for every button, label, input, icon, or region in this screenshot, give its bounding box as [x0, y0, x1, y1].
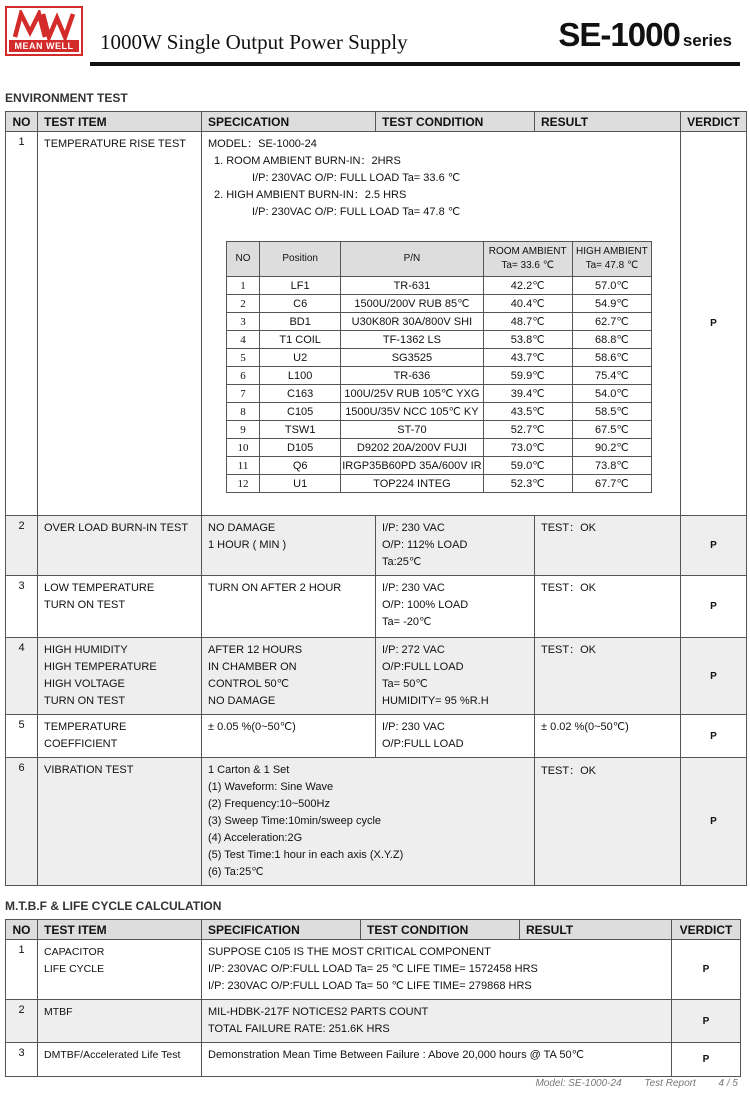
- inner-table-row: [227, 277, 652, 295]
- inner-table-row: [227, 331, 652, 349]
- table-row: [6, 715, 747, 758]
- inner-col-pn: P/N: [341, 242, 483, 277]
- mtbf-section-title: M.T.B.F & LIFE CYCLE CALCULATION: [5, 899, 222, 913]
- verdict: P: [672, 1000, 741, 1043]
- test-item-line: DMTBF/Accelerated Life Test: [44, 1049, 181, 1061]
- inner-no: 3: [227, 313, 260, 331]
- col-test-condition: TEST CONDITION: [376, 112, 535, 132]
- condition-line: I/P: 230 VAC: [382, 721, 445, 733]
- inner-position: TSW1: [260, 421, 341, 439]
- condition-line: HUMIDITY= 95 %R.H: [382, 695, 489, 707]
- inner-room-temp: 59.9℃: [483, 367, 572, 385]
- test-item-line: LOW TEMPERATURE: [44, 582, 155, 594]
- inner-position: BD1: [260, 313, 341, 331]
- test-item: [38, 1043, 202, 1077]
- condition-line: Ta:25℃: [382, 556, 422, 568]
- spec-line: I/P: 230VAC O/P: FULL LOAD Ta= 33.6 ℃: [252, 172, 461, 184]
- logo-brand-text: MEAN WELL: [9, 40, 79, 52]
- inner-pn: TR-636: [341, 367, 483, 385]
- inner-no: 9: [227, 421, 260, 439]
- inner-position: U2: [260, 349, 341, 367]
- inner-table-row: [227, 439, 652, 457]
- header-rule: [90, 62, 740, 66]
- test-item: TEMPERATURE RISE TEST: [38, 132, 202, 516]
- mtbf-table: [5, 919, 741, 1077]
- inner-position: T1 COIL: [260, 331, 341, 349]
- inner-room-temp: 52.7℃: [483, 421, 572, 439]
- inner-pn: 1500U/200V RUB 85℃: [341, 295, 483, 313]
- test-item-line: COEFFICIENT: [44, 738, 118, 750]
- spec-line: (4) Acceleration:2G: [208, 832, 303, 844]
- test-item-line: HIGH VOLTAGE: [44, 678, 125, 690]
- spec-line: 2. HIGH AMBIENT BURN-IN：2.5 HRS: [214, 189, 407, 201]
- condition-line: O/P:FULL LOAD: [382, 738, 464, 750]
- spec-line: Demonstration Mean Time Between Failure : Above 20,000 hours @ TA 50℃: [208, 1049, 584, 1061]
- inner-high-temp: 62.7℃: [572, 313, 651, 331]
- verdict: P: [681, 576, 747, 638]
- test-item: [38, 1000, 202, 1043]
- inner-high-temp: 73.8℃: [572, 457, 651, 475]
- col-result: RESULT: [520, 920, 672, 940]
- col-result: RESULT: [535, 112, 681, 132]
- row-no: 3: [6, 576, 38, 638]
- result: [535, 576, 681, 638]
- environment-test-table: [5, 111, 747, 886]
- specification: [202, 1043, 672, 1077]
- spec-line: TOTAL FAILURE RATE: 251.6K HRS: [208, 1023, 390, 1035]
- inner-pn: TOP224 INTEG: [341, 475, 483, 493]
- temperature-rise-spec: [202, 132, 681, 516]
- specification: [202, 516, 376, 576]
- verdict: P: [681, 715, 747, 758]
- inner-position: C163: [260, 385, 341, 403]
- inner-high-temp: 58.5℃: [572, 403, 651, 421]
- inner-no: 8: [227, 403, 260, 421]
- inner-room-temp: 43.7℃: [483, 349, 572, 367]
- page-header: [0, 0, 750, 70]
- inner-position: Q6: [260, 457, 341, 475]
- row-no: 5: [6, 715, 38, 758]
- table-row: [6, 132, 747, 516]
- spec-line: 1 Carton & 1 Set: [208, 764, 290, 776]
- spec-line: (5) Test Time:1 hour in each axis (X.Y.Z): [208, 849, 404, 861]
- inner-no: 12: [227, 475, 260, 493]
- footer-model: Model: SE-1000-24: [535, 1078, 622, 1089]
- inner-col-position: Position: [260, 242, 341, 277]
- inner-pn: TF-1362 LS: [341, 331, 483, 349]
- test-item-line: LIFE CYCLE: [44, 963, 105, 975]
- inner-room-temp: 48.7℃: [483, 313, 572, 331]
- inner-room-temp: 73.0℃: [483, 439, 572, 457]
- table-row: [6, 1043, 741, 1077]
- specification: [202, 576, 376, 638]
- verdict: P: [672, 940, 741, 1000]
- model-title: [558, 16, 732, 54]
- spec-line: 1. ROOM AMBIENT BURN-IN：2HRS: [214, 155, 401, 167]
- inner-header-row: [227, 242, 652, 277]
- result: [535, 715, 681, 758]
- inner-high-temp: 54.9℃: [572, 295, 651, 313]
- inner-pn: IRGP35B60PD 35A/600V IR: [341, 457, 483, 475]
- table-header-row: [6, 112, 747, 132]
- spec-line: IN CHAMBER ON: [208, 661, 297, 673]
- footer-report: Test Report: [644, 1078, 696, 1089]
- table-header-row: [6, 920, 741, 940]
- inner-high-temp: 90.2℃: [572, 439, 651, 457]
- inner-table-row: [227, 349, 652, 367]
- spec-line: SUPPOSE C105 IS THE MOST CRITICAL COMPONENT: [208, 946, 491, 958]
- col-no: NO: [6, 920, 38, 940]
- inner-pn: TR-631: [341, 277, 483, 295]
- spec-line: I/P: 230VAC O/P:FULL LOAD Ta= 25 ℃ LIFE TIME= 1572458 HRS: [208, 963, 538, 975]
- inner-no: 5: [227, 349, 260, 367]
- test-item-line: MTBF: [44, 1006, 73, 1018]
- inner-high-temp: 68.8℃: [572, 331, 651, 349]
- inner-pn: U30K80R 30A/800V SHI: [341, 313, 483, 331]
- high-ambient-ta: Ta= 47.8 ℃: [585, 260, 639, 271]
- spec-line: CONTROL 50℃: [208, 678, 290, 690]
- vibration-result: TEST：OK: [535, 758, 681, 886]
- condition-line: O/P: 112% LOAD: [382, 539, 468, 551]
- page-footer: [515, 1078, 738, 1089]
- test-item-line: TEMPERATURE: [44, 721, 127, 733]
- inner-high-temp: 54.0℃: [572, 385, 651, 403]
- condition-line: Ta= -20℃: [382, 616, 432, 628]
- spec-line: MIL-HDBK-217F NOTICES2 PARTS COUNT: [208, 1006, 429, 1018]
- specification: [202, 940, 672, 1000]
- temperature-rise-table: [226, 241, 652, 493]
- inner-table-row: [227, 403, 652, 421]
- model-name: SE-1000: [558, 16, 680, 53]
- test-condition: [376, 576, 535, 638]
- test-item: [38, 576, 202, 638]
- spec-line: ± 0.05 %(0~50℃): [208, 721, 296, 733]
- inner-table-row: [227, 475, 652, 493]
- spec-line: AFTER 12 HOURS: [208, 644, 303, 656]
- inner-position: C6: [260, 295, 341, 313]
- inner-no: 2: [227, 295, 260, 313]
- verdict: P: [681, 758, 747, 886]
- inner-room-temp: 59.0℃: [483, 457, 572, 475]
- environment-section-title: ENVIRONMENT TEST: [5, 91, 128, 105]
- inner-table-row: [227, 367, 652, 385]
- condition-line: I/P: 230 VAC: [382, 522, 445, 534]
- col-test-item: TEST ITEM: [38, 112, 202, 132]
- document-title: 1000W Single Output Power Supply: [100, 30, 408, 54]
- spec-line: I/P: 230VAC O/P: FULL LOAD Ta= 47.8 ℃: [252, 206, 461, 218]
- inner-high-temp: 67.5℃: [572, 421, 651, 439]
- test-condition: [376, 715, 535, 758]
- inner-room-temp: 40.4℃: [483, 295, 572, 313]
- table-row: [6, 576, 747, 638]
- mw-logo-icon: [11, 10, 77, 40]
- inner-room-temp: 52.3℃: [483, 475, 572, 493]
- table-row: [6, 758, 747, 886]
- spec-line: MODEL：SE-1000-24: [208, 138, 317, 150]
- verdict: P: [681, 516, 747, 576]
- col-verdict: VERDICT: [681, 112, 747, 132]
- table-row: [6, 516, 747, 576]
- table-row: [6, 638, 747, 715]
- inner-pn: SG3525: [341, 349, 483, 367]
- verdict: P: [681, 638, 747, 715]
- inner-room-temp: 39.4℃: [483, 385, 572, 403]
- test-condition: [376, 516, 535, 576]
- test-item-line: CAPACITOR: [44, 946, 105, 958]
- spec-line: (6) Ta:25℃: [208, 866, 264, 878]
- inner-no: 11: [227, 457, 260, 475]
- result-line: ± 0.02 %(0~50℃): [541, 721, 629, 733]
- specification: [202, 715, 376, 758]
- mean-well-logo: [5, 6, 83, 56]
- table-row: [6, 940, 741, 1000]
- condition-line: Ta= 50℃: [382, 678, 428, 690]
- table-row: [6, 1000, 741, 1043]
- inner-high-temp: 75.4℃: [572, 367, 651, 385]
- room-ambient-ta: Ta= 33.6 ℃: [501, 260, 554, 271]
- result-line: TEST：OK: [541, 582, 597, 594]
- inner-pn: 1500U/35V NCC 105℃ KY: [341, 403, 483, 421]
- test-item: VIBRATION TEST: [38, 758, 202, 886]
- result-line: TEST：OK: [541, 522, 597, 534]
- col-test-condition: TEST CONDITION: [361, 920, 520, 940]
- col-verdict: VERDICT: [672, 920, 741, 940]
- inner-table-row: [227, 421, 652, 439]
- verdict: P: [681, 132, 747, 516]
- test-item: [38, 715, 202, 758]
- inner-col-high-ambient: [572, 242, 651, 277]
- row-no: 2: [6, 516, 38, 576]
- inner-room-temp: 43.5℃: [483, 403, 572, 421]
- inner-table-row: [227, 313, 652, 331]
- inner-high-temp: 67.7℃: [572, 475, 651, 493]
- spec-line: (3) Sweep Time:10min/sweep cycle: [208, 815, 382, 827]
- row-no: 6: [6, 758, 38, 886]
- inner-room-temp: 42.2℃: [483, 277, 572, 295]
- spec-line: (1) Waveform: Sine Wave: [208, 781, 334, 793]
- inner-no: 1: [227, 277, 260, 295]
- inner-no: 10: [227, 439, 260, 457]
- inner-position: U1: [260, 475, 341, 493]
- inner-pn: 100U/25V RUB 105℃ YXG: [341, 385, 483, 403]
- inner-col-no: NO: [227, 242, 260, 277]
- test-item-line: OVER LOAD BURN-IN TEST: [44, 522, 189, 534]
- condition-line: O/P:FULL LOAD: [382, 661, 464, 673]
- inner-no: 6: [227, 367, 260, 385]
- col-no: NO: [6, 112, 38, 132]
- test-item: [38, 638, 202, 715]
- condition-line: I/P: 272 VAC: [382, 644, 445, 656]
- condition-line: O/P: 100% LOAD: [382, 599, 469, 611]
- inner-position: L100: [260, 367, 341, 385]
- footer-page: 4 / 5: [718, 1078, 738, 1089]
- spec-line: 1 HOUR ( MIN ): [208, 539, 287, 551]
- inner-no: 4: [227, 331, 260, 349]
- room-ambient-label: ROOM AMBIENT: [488, 246, 567, 257]
- condition-line: I/P: 230 VAC: [382, 582, 445, 594]
- inner-high-temp: 57.0℃: [572, 277, 651, 295]
- model-suffix: series: [682, 31, 732, 50]
- inner-table-row: [227, 295, 652, 313]
- inner-high-temp: 58.6℃: [572, 349, 651, 367]
- test-condition: [376, 638, 535, 715]
- inner-room-temp: 53.8℃: [483, 331, 572, 349]
- inner-pn: ST-70: [341, 421, 483, 439]
- spec-line: (2) Frequency:10~500Hz: [208, 798, 330, 810]
- col-specification: SPECICATION: [202, 112, 376, 132]
- inner-table-row: [227, 385, 652, 403]
- vibration-spec: [202, 758, 535, 886]
- test-item-line: TURN ON TEST: [44, 695, 126, 707]
- row-no: 1: [6, 940, 38, 1000]
- inner-position: D105: [260, 439, 341, 457]
- high-ambient-label: HIGH AMBIENT: [576, 246, 648, 257]
- test-item: [38, 516, 202, 576]
- test-item: [38, 940, 202, 1000]
- inner-no: 7: [227, 385, 260, 403]
- row-no: 4: [6, 638, 38, 715]
- test-item-line: HIGH TEMPERATURE: [44, 661, 157, 673]
- inner-col-room-ambient: [483, 242, 572, 277]
- spec-line: NO DAMAGE: [208, 522, 276, 534]
- result: [535, 638, 681, 715]
- spec-line: TURN ON AFTER 2 HOUR: [208, 582, 342, 594]
- test-item-line: TURN ON TEST: [44, 599, 126, 611]
- col-test-item: TEST ITEM: [38, 920, 202, 940]
- test-item-line: HIGH HUMIDITY: [44, 644, 128, 656]
- row-no: 1: [6, 132, 38, 516]
- specification: [202, 1000, 672, 1043]
- inner-pn: D9202 20A/200V FUJI: [341, 439, 483, 457]
- result: [535, 516, 681, 576]
- col-specification: SPECIFICATION: [202, 920, 361, 940]
- inner-table-row: [227, 457, 652, 475]
- row-no: 2: [6, 1000, 38, 1043]
- inner-position: C105: [260, 403, 341, 421]
- inner-position: LF1: [260, 277, 341, 295]
- spec-line: NO DAMAGE: [208, 695, 276, 707]
- spec-line: I/P: 230VAC O/P:FULL LOAD Ta= 50 ℃ LIFE TIME= 279868 HRS: [208, 980, 532, 992]
- specification: [202, 638, 376, 715]
- verdict: P: [672, 1043, 741, 1077]
- result-line: TEST：OK: [541, 644, 597, 656]
- row-no: 3: [6, 1043, 38, 1077]
